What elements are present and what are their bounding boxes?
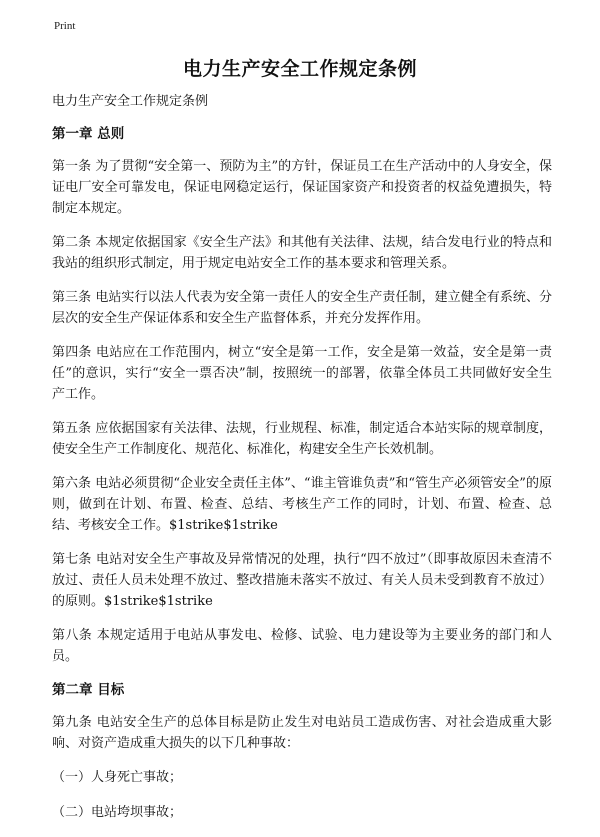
list-item-1: （一）人身死亡事故； — [52, 770, 183, 785]
chapter-heading-1: 第一章 总则 — [52, 126, 125, 142]
list-item-2: （二）电站垮坝事故； — [52, 805, 183, 820]
article-7: 第七条 电站对安全生产事故及异常情况的处理，执行“四不放过”（即事故原因未查清不放过、责任人员未处理不放过、整改措施未落实不放过、有关人员未受到教育不放过）的原则。$1strike$1strike — [52, 552, 552, 609]
document-title: 电力生产安全工作规定条例 — [182, 58, 417, 80]
article-3: 第三条 电站实行以法人代表为安全第一责任人的安全生产责任制，建立健全有系统、分层次的安全生产保证体系和安全生产监督体系，并充分发挥作用。 — [52, 290, 552, 326]
article-5: 第五条 应依据国家有关法律、法规，行业规程、标准，制定适合本站实际的规章制度，使安全生产工作制度化、规范化、标准化，构建安全生产长效机制。 — [52, 421, 552, 457]
article-8: 第八条 本规定适用于电站从事发电、检修、试验、电力建设等为主要业务的部门和人员。 — [52, 628, 552, 664]
article-1: 第一条 为了贯彻“安全第一、预防为主”的方针，保证员工在生产活动中的人身安全，保证电厂安全可靠发电，保证电网稳定运行，保证国家资产和投资者的权益免遭损失，特制定本规定。 — [52, 159, 552, 216]
document-body — [52, 92, 552, 837]
article-6: 第六条 电站必须贯彻“企业安全责任主体”、“谁主管谁负责”和“管生产必须管安全”的原则，做到在计划、布置、检查、总结、考核生产工作的同时，计划、布置、检查、总结、考核安全工作。$1strike$1strike — [52, 476, 552, 533]
print-link[interactable]: Print — [54, 20, 76, 32]
article-9: 第九条 电站安全生产的总体目标是防止发生对电站员工造成伤害、对社会造成重大影响、对资产造成重大损失的以下几种事故： — [52, 715, 552, 751]
document-subtitle: 电力生产安全工作规定条例 — [52, 94, 209, 109]
article-4: 第四条 电站应在工作范围内，树立“安全是第一工作，安全是第一效益，安全是第一责任”的意识，实行“安全一票否决”制，按照统一的部署，依靠全体员工共同做好安全生产工作。 — [52, 345, 552, 402]
article-2: 第二条 本规定依据国家《安全生产法》和其他有关法律、法规，结合发电行业的特点和我站的组织形式制定，用于规定电站安全工作的基本要求和管理关系。 — [52, 235, 552, 271]
chapter-heading-2: 第二章 目标 — [52, 682, 125, 698]
